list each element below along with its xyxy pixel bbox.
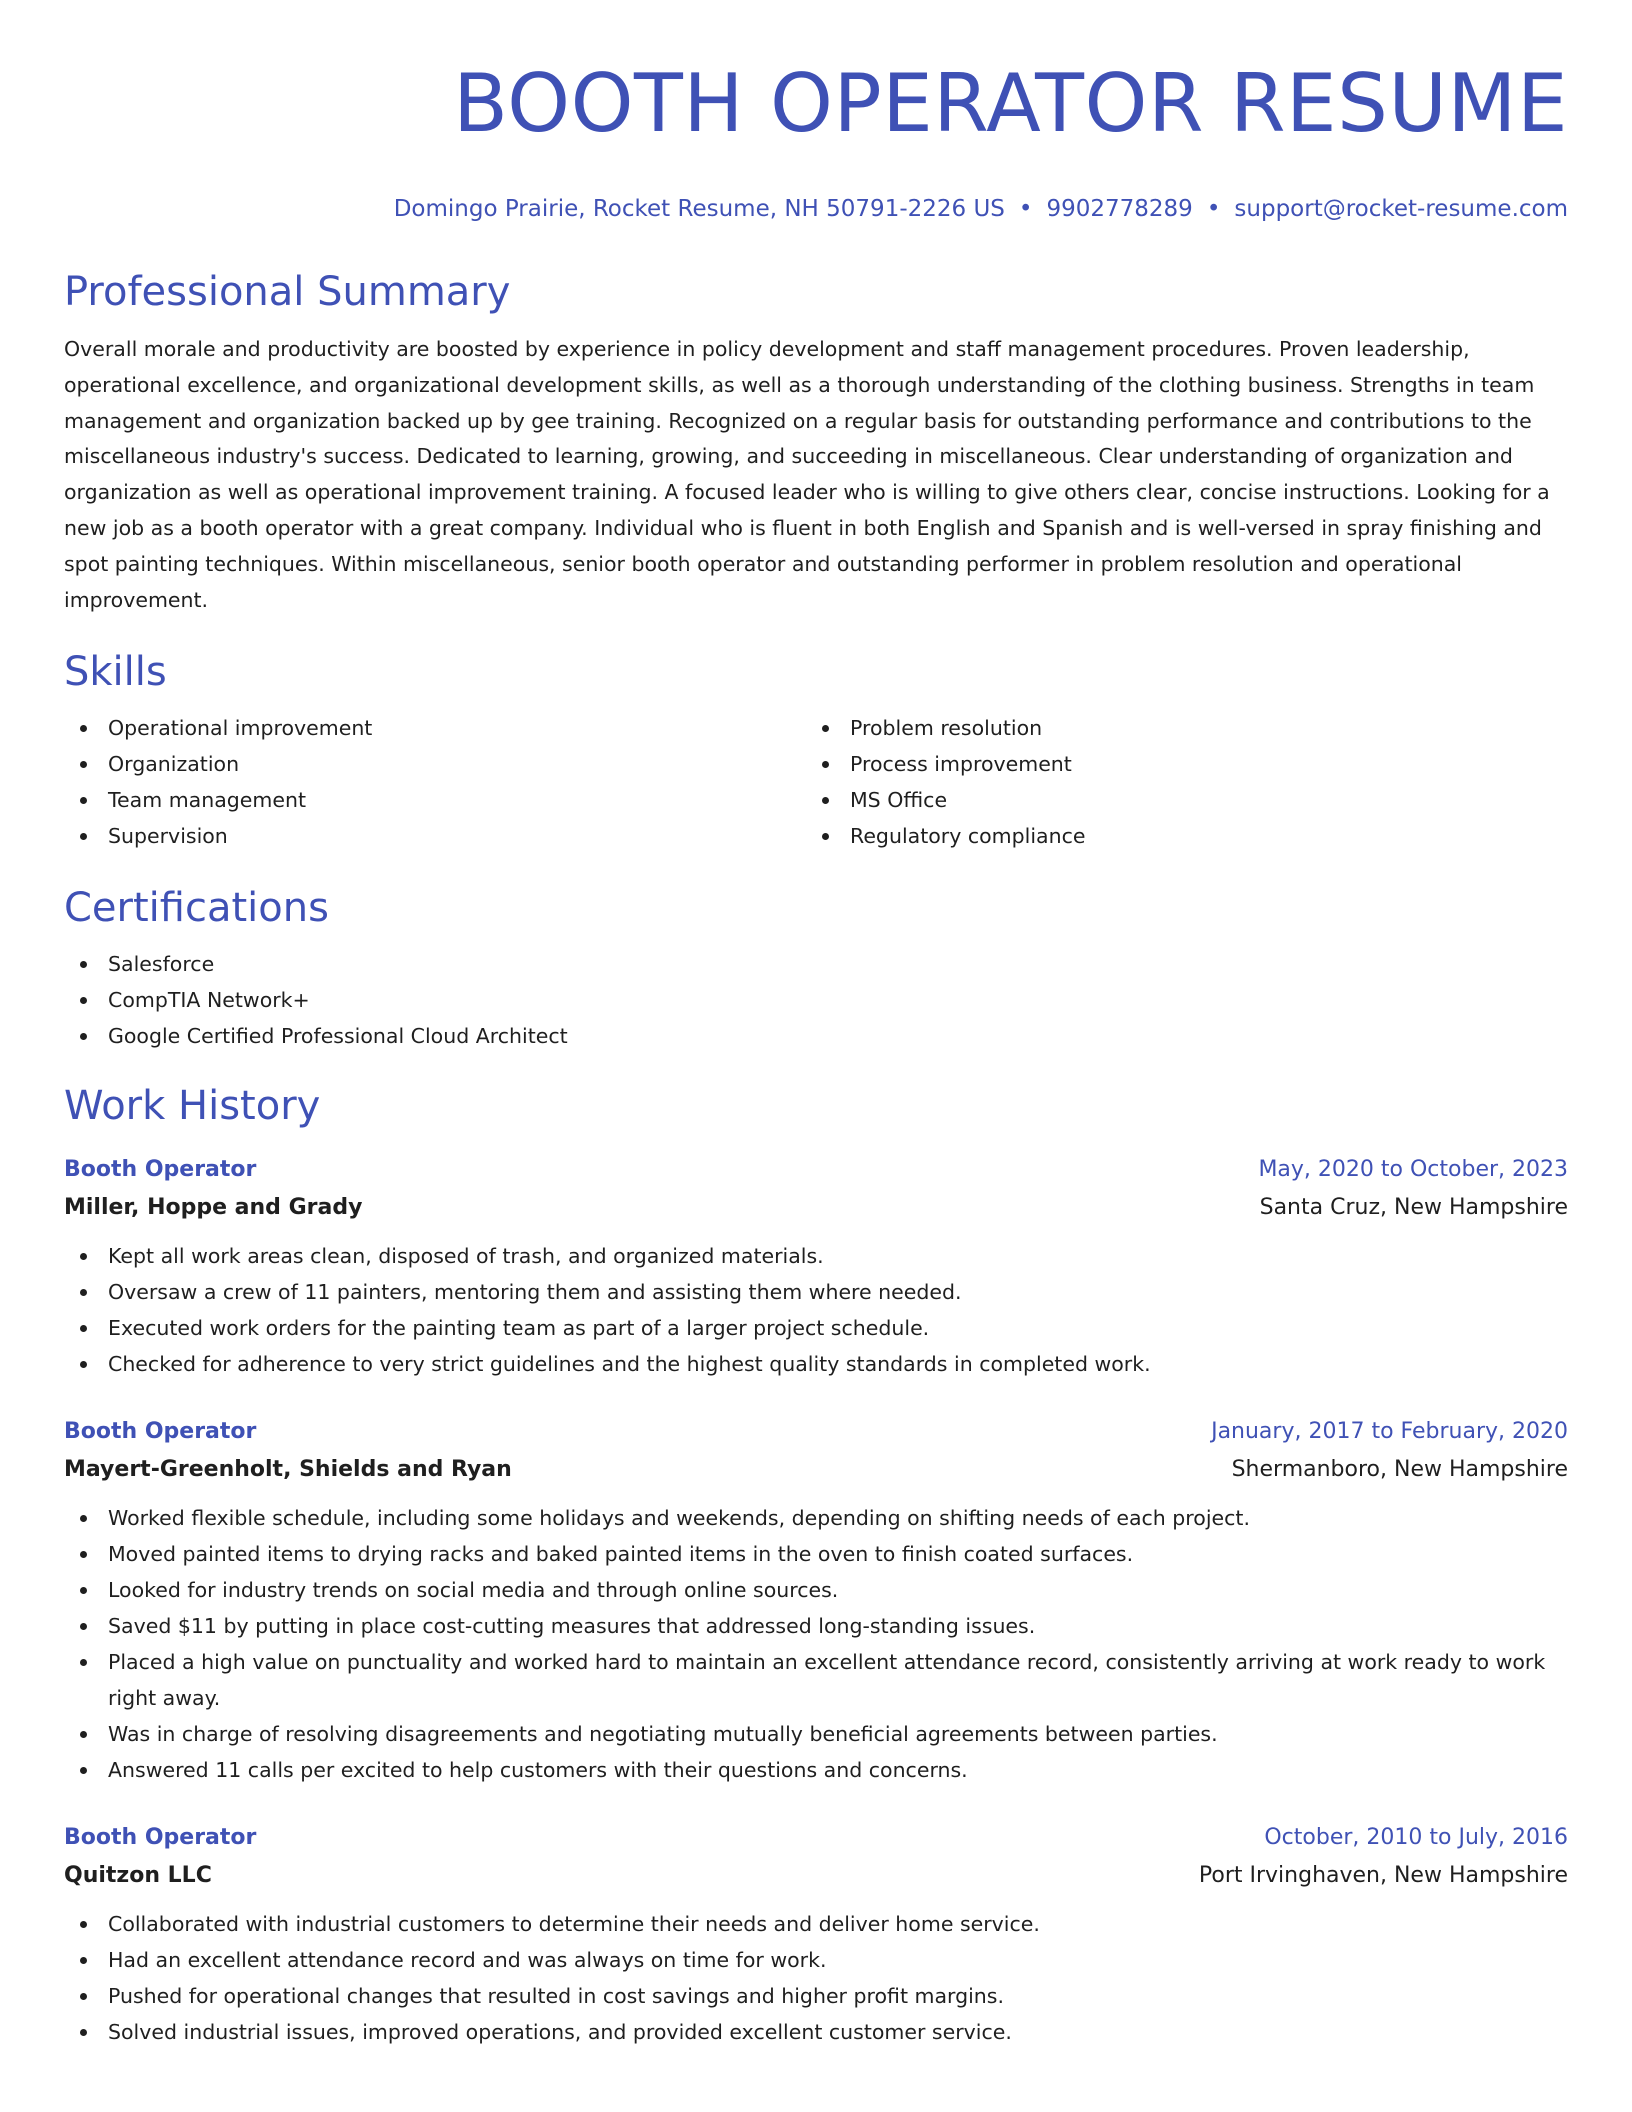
contact-line (64, 194, 1568, 224)
job-bullet: Kept all work areas clean, disposed of trash, and organized materials. (64, 1238, 1568, 1274)
skill-item: Regulatory compliance (806, 818, 1548, 854)
job-bullet: Executed work orders for the painting team as part of a larger project schedule. (64, 1310, 1568, 1346)
job-entry (64, 1414, 1568, 1788)
job-entry (64, 1820, 1568, 2050)
summary-paragraph: Overall morale and productivity are boosted by experience in policy development and staff management procedures. Proven leadership, operational excellence, and organizational development skills, as well as a thorough understanding of the clothing business. Strengths in team management and organization backed up by gee training. Recognized on a regular basis for outstanding performance and contributions to the miscellaneous industry's success. Dedicated to learning, growing, and succeeding in miscellaneous. Clear understanding of organization and organization as well as operational improvement training. A focused leader who is willing to give others clear, concise instructions. Looking for a new job as a booth operator with a great company. Individual who is fluent in both English and Spanish and is well-versed in spray finishing and spot painting techniques. Within miscellaneous, senior booth operator and outstanding performer in problem resolution and operational improvement. (64, 337, 1550, 612)
job-dates: October, 2010 to July, 2016 (1264, 1825, 1568, 1851)
job-location: Santa Cruz, New Hampshire (1259, 1195, 1568, 1221)
skills-grid (64, 710, 1568, 854)
skill-item: MS Office (806, 782, 1548, 818)
job-bullet: Worked flexible schedule, including some holidays and weekends, depending on shifting needs of each project. (64, 1500, 1568, 1536)
job-dates: January, 2017 to February, 2020 (1211, 1419, 1568, 1445)
job-bullet: Saved $11 by putting in place cost-cutting measures that addressed long-standing issues. (64, 1608, 1568, 1644)
contact-separator: • (1018, 196, 1033, 222)
job-bullets (64, 1906, 1568, 2050)
job-bullet: Had an excellent attendance record and was always on time for work. (64, 1942, 1568, 1978)
skill-item: Supervision (64, 818, 806, 854)
job-bullet: Pushed for operational changes that resulted in cost savings and higher profit margins. (64, 1978, 1568, 2014)
contact-separator: • (1206, 196, 1221, 222)
job-company: Quitzon LLC (64, 1863, 212, 1889)
job-bullet: Oversaw a crew of 11 painters, mentoring them and assisting them where needed. (64, 1274, 1568, 1310)
job-header-row (64, 1820, 1568, 1856)
job-title: Booth Operator (64, 1157, 257, 1183)
skill-item: Operational improvement (64, 710, 806, 746)
job-bullet: Moved painted items to drying racks and baked painted items in the oven to finish coated surfaces. (64, 1536, 1568, 1572)
certifications-list (64, 946, 1568, 1054)
job-bullet: Placed a high value on punctuality and worked hard to maintain an excellent attendance record, consistently arriving at work ready to work right away. (64, 1644, 1568, 1716)
certification-item: Salesforce (64, 946, 1568, 982)
job-company-row (64, 1856, 1568, 1896)
skills-list-right (806, 710, 1548, 854)
certification-item: Google Certified Professional Cloud Architect (64, 1018, 1568, 1054)
job-location: Port Irvinghaven, New Hampshire (1198, 1863, 1568, 1889)
job-bullets (64, 1500, 1568, 1788)
certification-item: CompTIA Network+ (64, 982, 1568, 1018)
skill-item: Process improvement (806, 746, 1548, 782)
skills-heading: Skills (64, 649, 167, 696)
job-header-row (64, 1152, 1568, 1188)
contact-email[interactable]: support@rocket-resume.com (1234, 196, 1568, 222)
job-header-row (64, 1414, 1568, 1450)
job-dates: May, 2020 to October, 2023 (1258, 1157, 1568, 1183)
contact-address: Domingo Prairie, Rocket Resume, NH 50791-2226 US (393, 196, 1005, 222)
job-company: Mayert-Greenholt, Shields and Ryan (64, 1457, 512, 1483)
work-history-heading: Work History (64, 1083, 321, 1130)
skill-item: Problem resolution (806, 710, 1548, 746)
job-company: Miller, Hoppe and Grady (64, 1195, 363, 1221)
skill-item: Team management (64, 782, 806, 818)
job-location: Shermanboro, New Hampshire (1231, 1457, 1568, 1483)
job-bullet: Was in charge of resolving disagreements and negotiating mutually beneficial agreements between parties. (64, 1716, 1568, 1752)
job-bullets (64, 1238, 1568, 1382)
job-bullet: Solved industrial issues, improved operations, and provided excellent customer service. (64, 2014, 1568, 2050)
job-company-row (64, 1188, 1568, 1228)
skill-item: Organization (64, 746, 806, 782)
job-company-row (64, 1450, 1568, 1490)
job-title: Booth Operator (64, 1419, 257, 1445)
contact-phone: 9902778289 (1046, 196, 1193, 222)
skills-list-left (64, 710, 806, 854)
certifications-heading: Certifications (64, 885, 329, 932)
resume-title: BOOTH OPERATOR RESUME (453, 57, 1568, 150)
job-bullet: Looked for industry trends on social media and through online sources. (64, 1572, 1568, 1608)
job-bullet: Collaborated with industrial customers to determine their needs and deliver home service. (64, 1906, 1568, 1942)
job-entry (64, 1152, 1568, 1382)
job-bullet: Answered 11 calls per excited to help customers with their questions and concerns. (64, 1752, 1568, 1788)
job-title: Booth Operator (64, 1825, 257, 1851)
job-bullet: Checked for adherence to very strict guidelines and the highest quality standards in completed work. (64, 1346, 1568, 1382)
summary-heading: Professional Summary (64, 269, 511, 315)
